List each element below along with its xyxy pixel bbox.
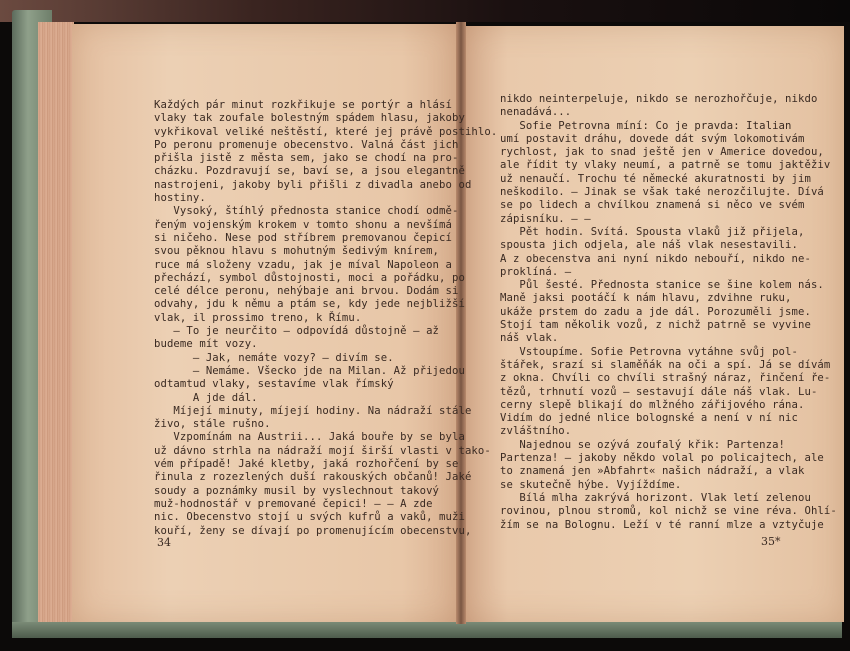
text-line: Najednou se ozývá zoufalý křik: Partenza!	[500, 438, 786, 451]
text-line: nikdo neinterpeluje, nikdo se nerozhořčuje, nikdo	[500, 93, 818, 105]
text-line: — Nemáme. Všecko jde na Milan. Až přijedou	[154, 364, 465, 377]
text-line: Půl šesté. Přednosta stanice se šine kolem nás.	[500, 279, 824, 292]
text-line: přechází, symbol důstojnosti, moci a pořádku, po	[154, 271, 465, 284]
text-line: neškodilo. — Jinak se však také nerozčilujte. Dívá	[500, 186, 824, 199]
text-line: budeme mít vozy.	[154, 338, 258, 351]
page-edges	[38, 22, 74, 622]
book-cover-edge	[12, 622, 842, 638]
text-line: řinula z rozezlených duší rakouských občanů! Jaké	[154, 471, 472, 484]
text-line: Vidím do jedné nlice bolognské a není v ní nic	[500, 412, 798, 425]
text-line: štářek, srazí si slaměňák na oči a spí. Já se dívám	[500, 358, 831, 371]
text-line: tězů, trhnutí vozů — sestavují dále náš vlak. Lu-	[500, 385, 818, 398]
text-line: to znamená jen »Abfahrt« našich nádraží, a vlak	[500, 465, 805, 478]
table-surface	[0, 0, 850, 22]
text-line: z okna. Chvíli co chvíli strašný náraz, řinčení ře-	[500, 372, 831, 385]
text-line: nic. Obecenstvo stojí u svých kufrů a vaků, muži	[154, 511, 465, 524]
text-line: rovinou, plnou stromů, kol nichž se vine réva. Ohlí-	[500, 505, 837, 518]
text-line: Partenza! — jakoby někdo volal po policajtech, ale	[500, 452, 824, 465]
text-line: muž-hodnostář v premované čepici! — — A zde	[154, 497, 433, 510]
text-line: Bílá mlha zakrývá horizont. Vlak letí zelenou	[500, 491, 811, 504]
text-line: přišla jistě z města sem, jako se chodí na pro-	[154, 152, 459, 165]
text-line: se skutečně hýbe. Vyjíždíme.	[500, 478, 682, 491]
right-page-number: 35*	[761, 535, 781, 548]
text-line: svou pěknou hlavu s mohutným šedivým knírem,	[154, 245, 440, 258]
text-line: rychlost, jak to snad ještě jen v Americe dovedou,	[500, 146, 824, 159]
text-line: A z obecenstva ani nyní nikdo nebouří, nikdo ne-	[500, 252, 811, 265]
right-page-text	[500, 93, 837, 532]
text-line: ukáže prstem do zadu a jde dál. Porozuměli jsme.	[500, 305, 811, 318]
text-line: ruce má složeny vzadu, jak je míval Napoleon a	[154, 258, 452, 271]
text-line: ale řídit ty vlaky neumí, a patrně se tomu jaktěživ	[500, 159, 831, 172]
text-line: soudy a poznámky musil by vyslechnout takový	[154, 484, 440, 497]
text-line: Vstoupíme. Sofie Petrovna vytáhne svůj pol-	[500, 345, 798, 358]
text-line: řeným vojenským krokem v tomto shonu a nevšímá	[154, 218, 452, 231]
text-line: vém případě! Jaké kletby, jaká rozhořčení by se	[154, 458, 459, 471]
text-line: vlaky tak zoufale bolestným spádem hlasu, jakoby	[154, 112, 465, 125]
text-line: nastrojeni, jakoby byli přišli z divadla anebo od	[154, 178, 472, 191]
text-line: spousta jich odjela, ale náš vlak nesestavili.	[500, 239, 798, 252]
text-line: žím se na Bolognu. Leží v té ranní mlze a vztyčuje	[500, 518, 824, 531]
text-line: Vysoký, štíhlý přednosta stanice chodí odmě-	[154, 205, 459, 218]
text-line: celé délce peronu, nehýbaje ani brvou. Dodám si	[154, 285, 459, 298]
text-line: Po peronu promenuje obecenstvo. Valná část jich	[154, 138, 459, 151]
text-line: si ničeho. Nese pod stříbrem premovanou čepicí	[154, 231, 452, 244]
text-line: se po lidech a chvílkou znamená si něco ve svém	[500, 199, 805, 212]
text-line: Pět hodin. Svítá. Spousta vlaků již přijela,	[500, 225, 805, 238]
text-line: kouří, ženy se dívají po promenujícím obecenstvu,	[154, 524, 472, 537]
text-line: Vzpomínám na Austrii... Jaká bouře by se byla	[154, 431, 465, 444]
text-line: cházku. Pozdravují se, baví se, a jsou elegantně	[154, 165, 465, 178]
text-line: Každých pár minut rozkřikuje se portýr a hlásí	[154, 99, 452, 111]
text-line: náš vlak.	[500, 332, 559, 345]
text-line: cerny slepě blikají do mlžného zářijového rána.	[500, 398, 805, 411]
text-line: hostiny.	[154, 192, 206, 205]
text-line: Sofie Petrovna míní: Co je pravda: Italian	[500, 119, 792, 132]
text-line: nenadává...	[500, 106, 572, 119]
left-page-number: 34	[157, 536, 171, 549]
text-line: zvláštního.	[500, 425, 572, 438]
text-line: — Jak, nemáte vozy? — divím se.	[154, 351, 394, 364]
text-line: vykřikoval veliké neštěstí, které jej právě postihlo.	[154, 125, 498, 138]
text-line: odvahy, jdu k němu a ptám se, kdy jede nejbližší	[154, 298, 465, 311]
text-line: Míjejí minuty, míjejí hodiny. Na nádraží stále	[154, 404, 472, 417]
left-page-text	[154, 99, 497, 538]
text-line: Stojí tam několik vozů, z nichž patrně se vyvine	[500, 319, 811, 332]
text-line: živo, stále rušno.	[154, 418, 271, 431]
text-line: už dávno strhla na nádraží mojí širší vlasti v tako-	[154, 444, 491, 457]
text-line: umí postavit dráhu, dovede dát svým lokomotivám	[500, 132, 805, 145]
text-line: — To je neurčito — odpovídá důstojně — až	[154, 325, 440, 338]
text-line: vlak, il prossimo treno, k Římu.	[154, 311, 362, 324]
text-line: už nenaučí. Trochu té německé akuratnosti by jim	[500, 172, 811, 185]
text-line: odtamtud vlaky, sestavíme vlak římský	[154, 378, 394, 391]
text-line: zápisníku. — —	[500, 212, 591, 225]
text-line: Maně jaksi pootáčí k nám hlavu, zdvihne ruku,	[500, 292, 792, 305]
text-line: A jde dál.	[154, 391, 258, 404]
text-line: proklíná. —	[500, 265, 572, 278]
